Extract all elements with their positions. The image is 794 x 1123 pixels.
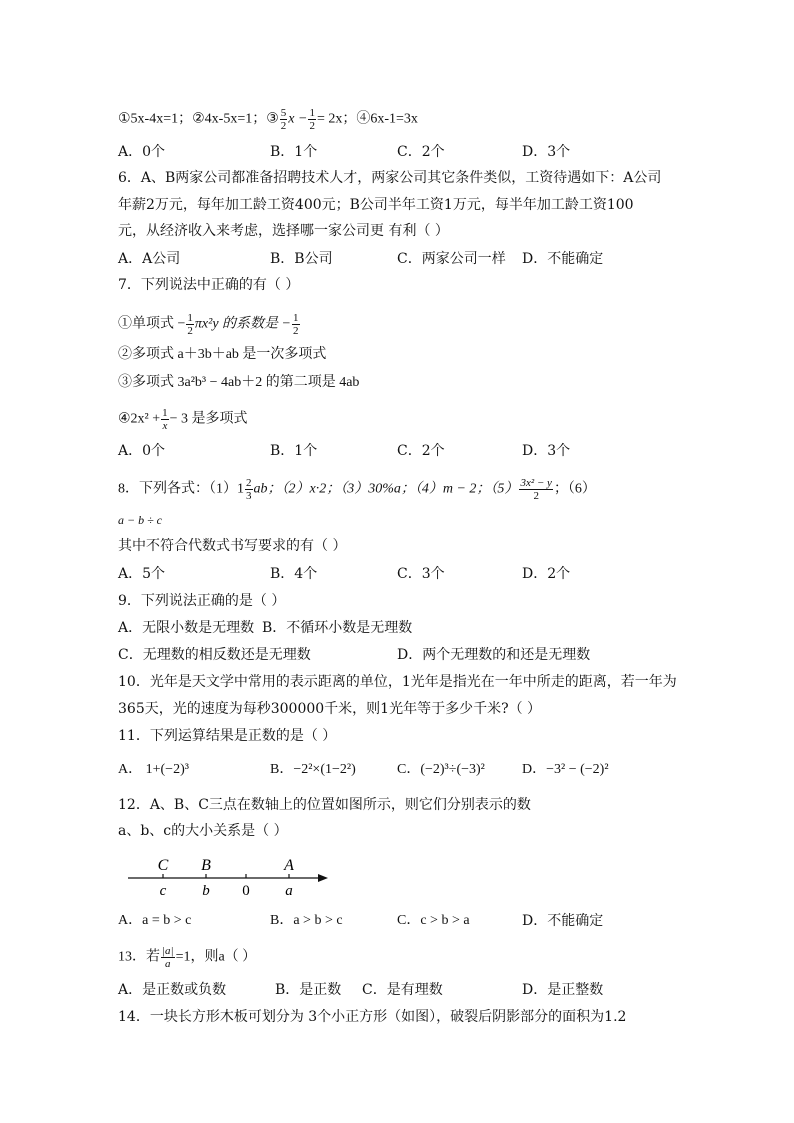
q6-option-a[interactable]: A．A公司 (118, 251, 181, 267)
q7-option-c[interactable]: C．2个 (397, 443, 445, 459)
q5-option-d[interactable]: D．3个 (522, 144, 571, 160)
q7-statement-3: ③多项式 3a²b³ − 4ab＋2 的第二项是 4ab (118, 375, 360, 390)
q11-stem: 11．下列运算结果是正数的是（ ） (118, 728, 337, 744)
q5-option-a[interactable]: A．0个 (118, 144, 166, 160)
q5-eq-tail: = 2x；④6x-1=3x (316, 111, 418, 127)
q14-line-1: 14．一块长方形木板可划分为 3个小正方形（如图），破裂后阴影部分的面积为1.2 (118, 1009, 627, 1025)
q7-stem: 7．下列说法中正确的有（ ） (118, 277, 300, 293)
q11-option-b[interactable]: B．−2²×(1−2²) (270, 762, 356, 777)
q6-line-3: 元，从经济收入来考虑，选择哪一家公司更 有利（ ） (118, 223, 449, 239)
q6-line-2: 年薪2万元，每年加工龄工资400元；B公司半年工资1万元，每半年加工龄工资100 (118, 197, 634, 213)
q7-option-b[interactable]: B．1个 (270, 443, 318, 459)
q13-option-d[interactable]: D．是正整数 (522, 982, 604, 998)
q10-line-2: 365天，光的速度为每秒300000千米，则1光年等于多少千米?（ ） (118, 701, 542, 717)
q12-option-d[interactable]: D．不能确定 (522, 913, 604, 929)
q13-option-a[interactable]: A．是正数或负数 (118, 982, 227, 998)
q9-option-c[interactable]: C．无理数的相反数还是无理数 (118, 647, 311, 663)
value-label-c: c (159, 883, 167, 899)
q9-option-d[interactable]: D．两个无理数的和还是无理数 (397, 647, 591, 663)
point-label-B: B (201, 857, 211, 874)
q12-option-c[interactable]: C．c > b > a (397, 913, 470, 928)
value-label-a: a (285, 883, 293, 899)
q7-statement-4: ④2x² + $\frac{1}{x}$ − 3 是多项式 (118, 407, 248, 432)
q11-option-a[interactable]: A． 1+(−2)³ (118, 762, 189, 777)
q12-option-b[interactable]: B．a > b > c (270, 913, 343, 928)
q9-option-b[interactable]: B．不循环小数是无理数 (262, 620, 413, 636)
q13-option-c[interactable]: C．是有理数 (362, 982, 443, 998)
q7-option-a[interactable]: A．0个 (118, 443, 166, 459)
q9-stem: 9．下列说法正确的是（ ） (118, 593, 286, 609)
q5-equations (118, 107, 418, 132)
q8-option-a[interactable]: A．5个 (118, 566, 166, 582)
q10-line-1: 10．光年是天文学中常用的表示距离的单位，1光年是指光在一年中所走的距离，若一年为 (118, 674, 677, 690)
point-label-A: A (284, 857, 294, 874)
point-label-C: C (157, 857, 169, 874)
q5-eq-mid: x − (288, 111, 308, 127)
q12-option-a[interactable]: A．a = b > c (118, 913, 192, 928)
q8-line-2: a − b ÷ c (118, 513, 163, 527)
number-line-arrow-icon (318, 874, 328, 882)
q7-option-d[interactable]: D．3个 (522, 443, 571, 459)
q11-option-c[interactable]: C．(−2)³÷(−3)² (397, 762, 485, 777)
q13-option-b[interactable]: B．是正数 (275, 982, 342, 998)
q8-stem: 8．下列各式：（1）1 $\frac{2}{3}$ ab；（2）x·2；（3）30%a；（4）m − 2；（5） $\frac{\text{3x² − y}}{2}$ ；（6） (118, 477, 596, 502)
value-label-zero: 0 (242, 883, 250, 899)
q5-eq-text: ①5x-4x=1；②4x-5x=1；③ (118, 111, 279, 127)
q6-option-d[interactable]: D．不能确定 (522, 251, 604, 267)
q8-option-b[interactable]: B．4个 (270, 566, 318, 582)
q7-statement-2: ②多项式 a＋3b＋ab 是一次多项式 (118, 347, 327, 362)
q5-fraction-a: $\frac{5}{2}$ (280, 107, 287, 132)
q8-option-c[interactable]: C．3个 (397, 566, 445, 582)
q6-option-c[interactable]: C．两家公司一样 (397, 251, 506, 267)
q12-line-1: 12．A、B、C三点在数轴上的位置如图所示，则它们分别表示的数 (118, 797, 531, 813)
q7-statement-1: ①单项式 − $\frac{1}{2}$ πx²y 的系数是 − $\frac{1}{2}$ (118, 312, 299, 337)
number-line-figure (120, 850, 340, 900)
q13-stem: 13．若 $\frac{|a|}{a}$ =1，则a（ ） (118, 945, 257, 970)
q5-option-b[interactable]: B．1个 (270, 144, 318, 160)
q5-option-c[interactable]: C．2个 (397, 144, 445, 160)
q6-line-1: 6．A、B两家公司都准备招聘技术人才，两家公司其它条件类似，工资待遇如下：A公司 (118, 170, 662, 186)
q11-option-d[interactable]: D．−3² − (−2)² (522, 762, 609, 777)
q8-option-d[interactable]: D．2个 (522, 566, 571, 582)
q9-option-a[interactable]: A．无限小数是无理数 (118, 620, 255, 636)
value-label-b: b (202, 883, 210, 899)
q8-line-3: 其中不符合代数式书写要求的有（ ） (118, 538, 347, 554)
q6-option-b[interactable]: B．B公司 (270, 251, 333, 267)
q5-fraction-b: $\frac{1}{2}$ (309, 107, 315, 132)
q12-line-2: a、b、c的大小关系是（ ） (118, 823, 288, 839)
